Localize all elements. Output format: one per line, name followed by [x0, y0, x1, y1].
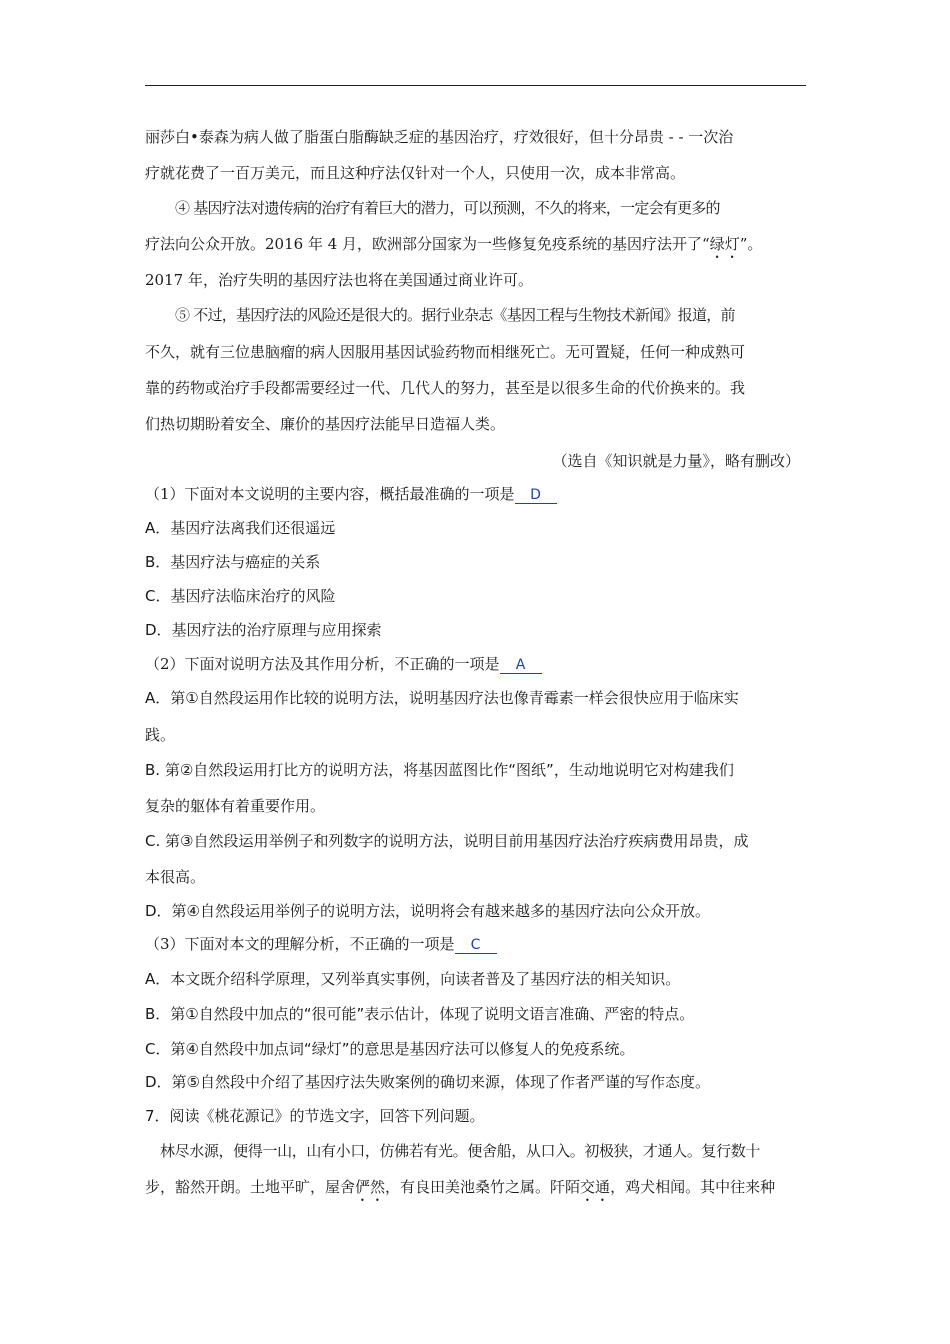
paragraph-5-line: 们热切期盼着安全、廉价的基因疗法能早日造福人类。	[145, 415, 506, 433]
paragraph-5-line: 靠的药物或治疗手段都需要经过一代、几代人的努力，甚至是以很多生命的代价换来的。我	[145, 379, 746, 397]
question-2-option-b: B. 第②自然段运用打比方的说明方法，将基因蓝图比作“图纸”，生动地说明它对构建我们	[145, 761, 734, 779]
answer-blank: C	[455, 937, 497, 954]
paragraph-5-line: 不久，就有三位患脑瘤的病人因服用基因试验药物而相继死亡。无可置疑，任何一种成熟可	[145, 343, 746, 361]
question-1-option-a: A．基因疗法离我们还很遥远	[145, 519, 336, 537]
question-3-stem: （3）下面对本文的理解分析，不正确的一项是 C	[145, 934, 810, 954]
question-3-option-a: A．本文既介绍科学原理，又列举真实事例，向读者普及了基因疗法的相关知识。	[145, 970, 681, 988]
question-3-option-b: B．第①自然段中加点的“很可能”表示估计，体现了说明文语言准确、严密的特点。	[145, 1005, 695, 1023]
header-rule	[145, 85, 806, 86]
answer-blank: A	[500, 657, 542, 674]
question-1-option-b: B．基因疗法与癌症的关系	[145, 553, 321, 571]
paragraph-4-line: 疗法向公众开放。2016 年 4 月，欧洲部分国家为一些修复免疫系统的基因疗法开了“绿灯”。	[145, 235, 763, 253]
question-2-option-c: C. 第③自然段运用举例子和列数字的说明方法，说明目前用基因疗法治疗疾病费用昂贵，成	[145, 832, 749, 850]
question-2-stem: （2）下面对说明方法及其作用分析，不正确的一项是 A	[145, 654, 810, 674]
emphasized-word: 交通	[580, 1178, 611, 1196]
question-7-stem: 7．阅读《桃花源记》的节选文字，回答下列问题。	[145, 1107, 485, 1125]
paragraph-4-line: ④ 基因疗法对遗传病的治疗有着巨大的潜力，可以预测，不久的将来，一定会有更多的	[175, 199, 720, 217]
question-3-option-d: D．第⑤自然段中介绍了基因疗法失败案例的确切来源，体现了作者严谨的写作态度。	[145, 1073, 711, 1091]
question-2-option-a: A．第①自然段运用作比较的说明方法，说明基因疗法也像青霉素一样会很快应用于临床实	[145, 689, 739, 707]
question-1-option-d: D．基因疗法的治疗原理与应用探索	[145, 621, 382, 639]
passage-line: 疗就花费了一百万美元，而且这种疗法仅针对一个人，只使用一次，成本非常高。	[145, 164, 686, 182]
answer-blank: D	[515, 487, 557, 504]
paragraph-4-line: 2017 年，治疗失明的基因疗法也将在美国通过商业许可。	[145, 271, 533, 289]
question-3-option-c: C．第④自然段中加点词“绿灯”的意思是基因疗法可以修复人的免疫系统。	[145, 1040, 635, 1058]
emphasized-word: 俨然	[355, 1178, 386, 1196]
excerpt-line: 林尽水源，便得一山，山有小口，仿佛若有光。便舍船，从口入。初极狭，才通人。复行数十	[160, 1142, 761, 1160]
emphasized-word: 绿灯	[709, 235, 740, 253]
question-2-option-b-cont: 复杂的躯体有着重要作用。	[145, 797, 326, 815]
question-2-option-c-cont: 本很高。	[145, 868, 206, 886]
excerpt-line: 步，豁然开朗。土地平旷，屋舍俨然，有良田美池桑竹之属。阡陌交通，鸡犬相闻。其中往来种	[145, 1178, 776, 1196]
question-2-option-a-cont: 践。	[145, 726, 176, 744]
passage-line: 丽莎白•泰森为病人做了脂蛋白脂酶缺乏症的基因治疗，疗效很好，但十分昂贵 - - 一次治	[145, 128, 734, 146]
question-1-stem: （1）下面对本文说明的主要内容，概括最准确的一项是 D	[145, 484, 810, 504]
paragraph-5-line: ⑤ 不过，基因疗法的风险还是很大的。据行业杂志《基因工程与生物技术新闻》报道，前	[175, 306, 735, 324]
question-2-option-d: D．第④自然段运用举例子的说明方法，说明将会有越来越多的基因疗法向公众开放。	[145, 902, 711, 920]
source-citation: （选自《知识就是力量》，略有删改）	[552, 452, 800, 470]
question-1-option-c: C．基因疗法临床治疗的风险	[145, 587, 336, 605]
